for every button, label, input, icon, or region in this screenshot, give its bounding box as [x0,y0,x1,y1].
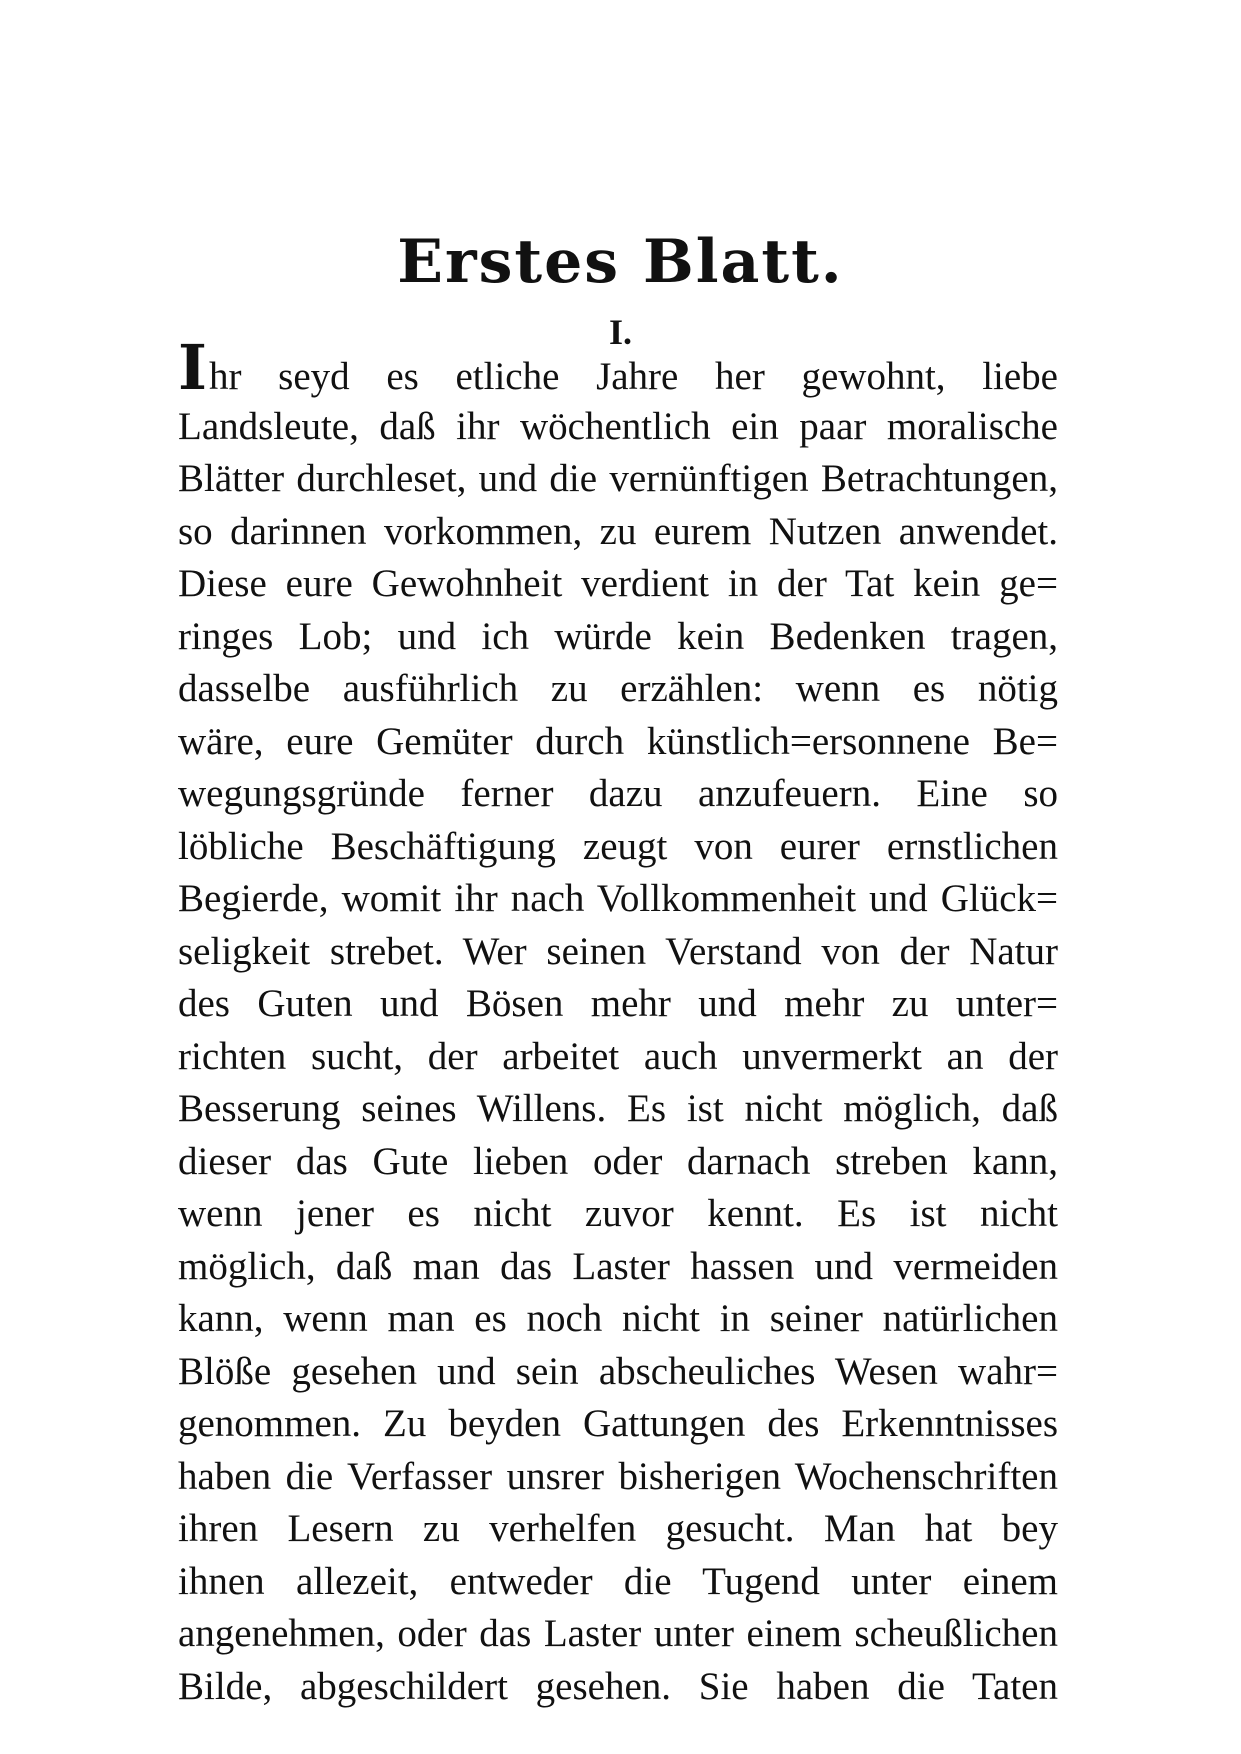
text-line: kann, wenn man es noch nicht in seiner natürlichen [178,1297,1058,1340]
body-paragraph [178,331,1058,1713]
page-heading: Erstes Blatt. [397,227,844,297]
text-line: angenehmen, oder das Laster unter einem scheußlichen [178,1612,1058,1655]
text-line: ringes Lob; und ich würde kein Bedenken tragen, [178,614,1058,658]
text-line: Besserung seines Willens. Es ist nicht möglich, daß [178,1087,1058,1130]
text-line: löbliche Beschäftigung zeugt von eurer ernstlichen [178,824,1058,868]
text-line: Diese eure Gewohnheit verdient in der Tat kein ge= [178,562,1058,605]
text-line: Landsleute, daß ihr wöchentlich ein paar moralische [178,404,1058,448]
drop-cap: I [178,331,210,404]
text-line: Blätter durchleset, und die vernünftigen Betrachtungen, [178,457,1058,500]
text-line: wegungsgründe ferner dazu anzufeuern. Eine so [178,772,1058,815]
text-line: dieser das Gute lieben oder darnach streben kann, [178,1139,1058,1183]
text-line: wenn jener es nicht zuvor kennt. Es ist nicht [178,1192,1058,1235]
text-line: Blöße gesehen und sein abscheuliches Wesen wahr= [178,1349,1058,1393]
text-line: Begierde, womit ihr nach Vollkommenheit und Glück= [178,877,1058,920]
text-line: des Guten und Bösen mehr und mehr zu unter= [178,982,1058,1025]
text-line: genommen. Zu beyden Gattungen des Erkenntnisses [178,1402,1058,1445]
text-line: ihren Lesern zu verhelfen gesucht. Man hat bey [178,1507,1058,1550]
text-line: Ihr seyd es etliche Jahre her gewohnt, liebe [178,331,1058,404]
text-line: ihnen allezeit, entweder die Tugend unter einem [178,1559,1058,1603]
section-numeral: I. [608,312,632,352]
text-line: seligkeit strebet. Wer seinen Verstand von der Natur [178,929,1058,973]
text-line: Bilde, abgeschildert gesehen. Sie haben die Taten [178,1664,1058,1708]
text-line: richten sucht, der arbeitet auch unvermerkt an der [178,1034,1058,1078]
text-line: so darinnen vorkommen, zu eurem Nutzen anwendet. [178,509,1058,553]
text-line: wäre, eure Gemüter durch künstlich=ersonnene Be= [178,719,1058,763]
text-line: haben die Verfasser unsrer bisherigen Wochenschriften [178,1454,1058,1498]
text-line: möglich, daß man das Laster hassen und vermeiden [178,1244,1058,1288]
text-line: dasselbe ausführlich zu erzählen: wenn es nötig [178,667,1058,710]
